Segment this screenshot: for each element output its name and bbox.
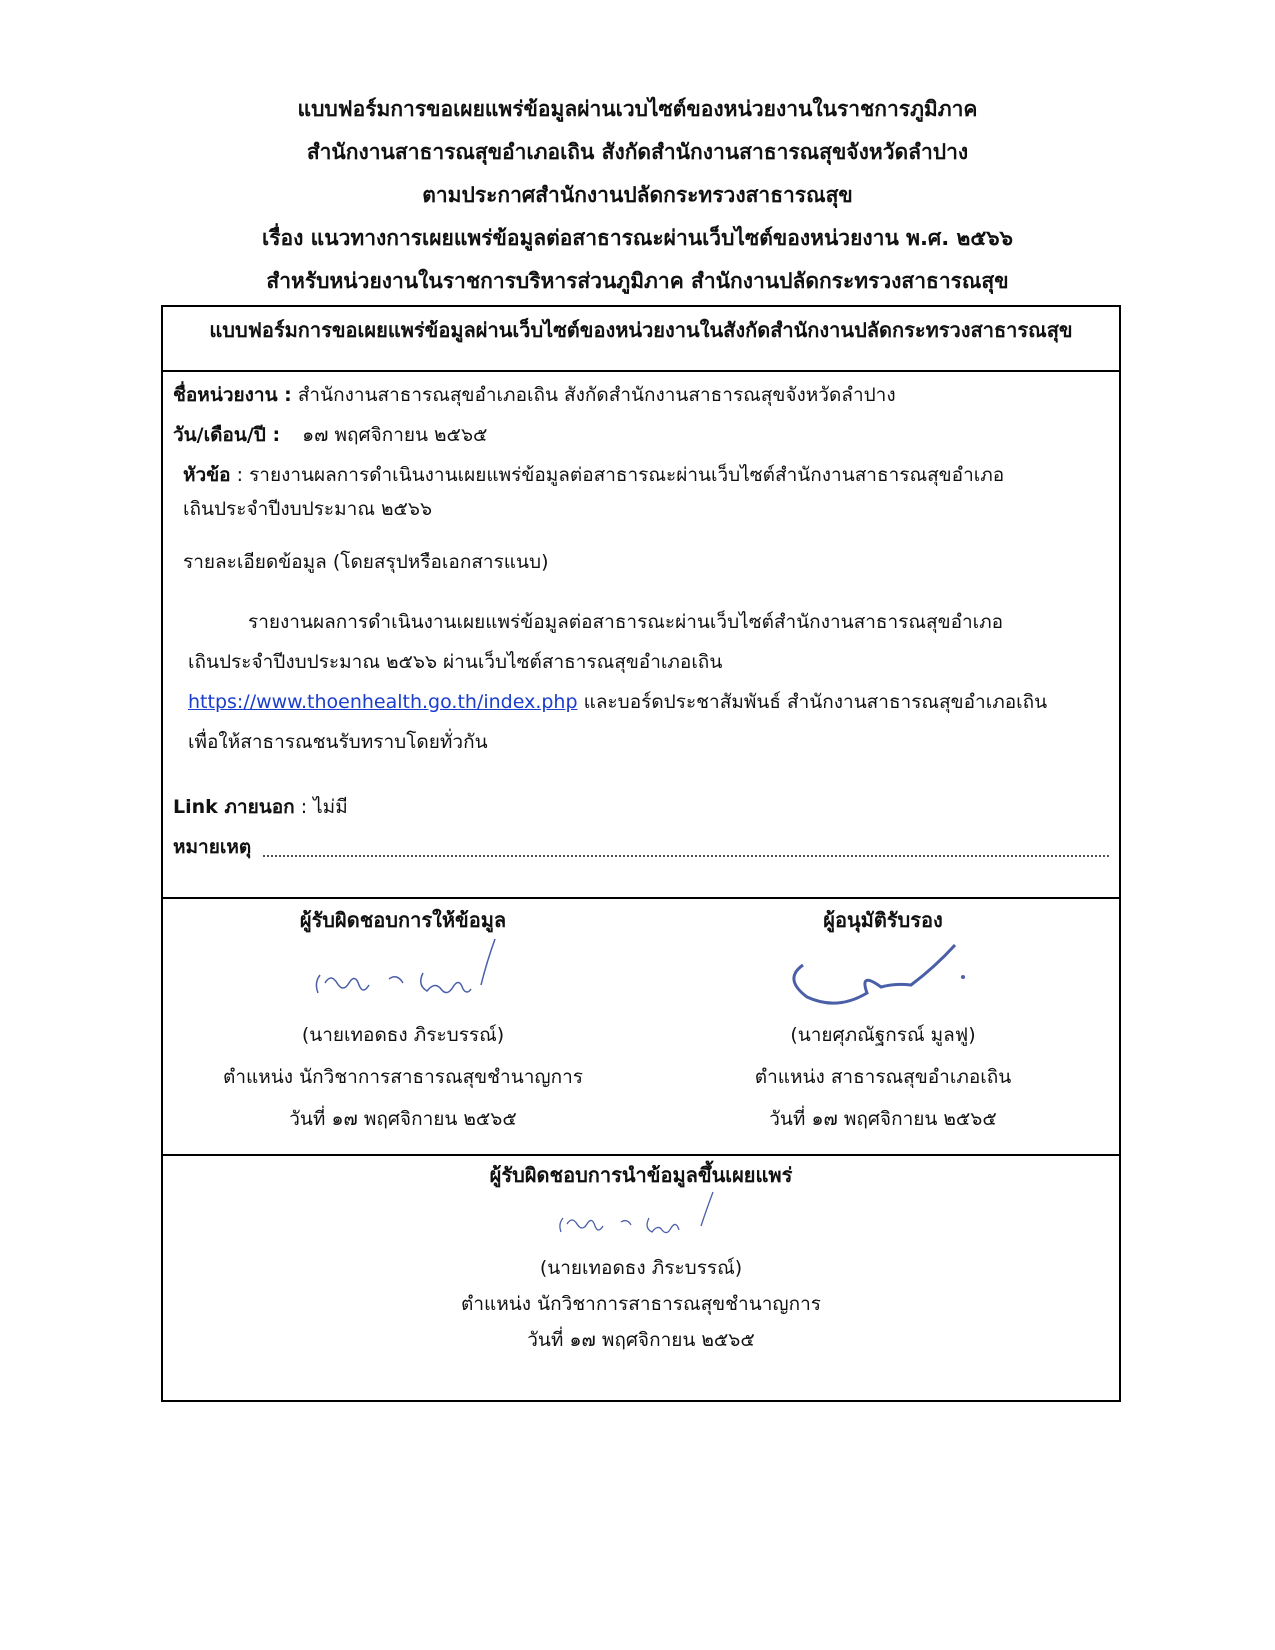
website-link[interactable]: https://www.thoenhealth.go.th/index.php [188,691,578,713]
form-title: แบบฟอร์มการขอเผยแพร่ข้อมูลผ่านเว็บไซต์ของหน่วยงานในสังกัดสำนักงานปลัดกระทรวงสาธารณสุข [163,307,1119,372]
publisher-section [163,1156,1119,1400]
detail-line-4: เพื่อให้สาธารณชนรับทราบโดยทั่วกัน [188,731,488,753]
document-header [0,88,1275,303]
publisher-name: (นายเทอดธง ภิระบรรณ์) [539,1257,743,1279]
external-link-row [173,792,348,822]
remark-label: หมายเหตุ [173,836,252,858]
publisher-position: ตำแหน่ง นักวิชาการสาธารณสุขชำนาญการ [461,1293,821,1315]
provider-column [183,905,623,1134]
approver-signature [773,935,993,1015]
detail-line-1: รายงานผลการดำเนินงานเผยแพร่ข้อมูลต่อสาธารณะผ่านเว็บไซต์สำนักงานสาธารณสุขอำเภอ [248,611,1004,633]
topic-label: หัวข้อ [183,464,231,486]
form-body [163,372,1119,899]
detail-label: รายละเอียดข้อมูล (โดยสรุปหรือเอกสารแนบ) [183,551,549,573]
provider-date: วันที่ ๑๗ พฤศจิกายน ๒๕๖๕ [289,1108,517,1130]
publisher-heading: ผู้รับผิดชอบการนำข้อมูลขึ้นเผยแพร่ [489,1163,793,1187]
publisher-column [163,1160,1119,1355]
date-label: วัน/เดือน/ปี : [173,424,281,446]
signature-section [163,899,1119,1156]
header-line-4: เรื่อง แนวทางการเผยแพร่ข้อมูลต่อสาธารณะผ่านเว็บไซต์ของหน่วยงาน พ.ศ. ๒๕๖๖ [262,226,1013,250]
approver-date: วันที่ ๑๗ พฤศจิกายน ๒๕๖๕ [769,1108,997,1130]
approver-column [663,905,1103,1134]
header-line-2: สำนักงานสาธารณสุขอำเภอเถิน สังกัดสำนักงานสาธารณสุขจังหวัดลำปาง [306,140,969,164]
approver-name: (นายศุภณัฐกรณ์ มูลฟู) [790,1024,976,1046]
provider-signature [293,935,513,1015]
date-row [173,420,487,450]
unit-row [173,380,896,410]
detail-line-3 [188,687,1047,717]
approver-position: ตำแหน่ง สาธารณสุขอำเภอเถิน [754,1066,1012,1088]
external-link-label: Link ภายนอก [173,796,295,818]
detail-line-3-text: และบอร์ดประชาสัมพันธ์ สำนักงานสาธารณสุขอำเภอเถิน [577,691,1048,713]
topic-row [183,460,1004,490]
detail-line-2: เถินประจำปีงบประมาณ ๒๕๖๖ ผ่านเว็บไซต์สาธารณสุขอำเภอเถิน [188,651,723,673]
header-line-1: แบบฟอร์มการขอเผยแพร่ข้อมูลผ่านเวบไซต์ของหน่วยงานในราชการภูมิภาค [297,97,978,121]
provider-heading: ผู้รับผิดชอบการให้ข้อมูล [299,908,507,932]
topic-value-1: : รายงานผลการดำเนินงานเผยแพร่ข้อมูลต่อสาธารณะผ่านเว็บไซต์สำนักงานสาธารณสุขอำเภอ [236,464,1005,486]
request-form [161,305,1121,1402]
header-line-3: ตามประกาศสำนักงานปลัดกระทรวงสาธารณสุข [422,183,853,207]
provider-position: ตำแหน่ง นักวิชาการสาธารณสุขชำนาญการ [223,1066,583,1088]
topic-value-2: เถินประจำปีงบประมาณ ๒๕๖๖ [183,498,433,520]
remark-row [173,832,251,862]
header-line-5: สำหรับหน่วยงานในราชการบริหารส่วนภูมิภาค สำนักงานปลัดกระทรวงสาธารณสุข [266,269,1009,293]
remark-dotted-line [263,855,1109,857]
publisher-signature [541,1190,741,1248]
approver-heading: ผู้อนุมัติรับรอง [823,908,943,932]
publisher-date: วันที่ ๑๗ พฤศจิกายน ๒๕๖๕ [527,1329,755,1351]
external-link-value: : ไม่มี [300,796,348,818]
date-value: ๑๗ พฤศจิกายน ๒๕๖๕ [302,424,488,446]
provider-name: (นายเทอดธง ภิระบรรณ์) [301,1024,505,1046]
unit-label: ชื่อหน่วยงาน : [173,384,292,406]
unit-value: สำนักงานสาธารณสุขอำเภอเถิน สังกัดสำนักงานสาธารณสุขจังหวัดลำปาง [297,384,896,406]
